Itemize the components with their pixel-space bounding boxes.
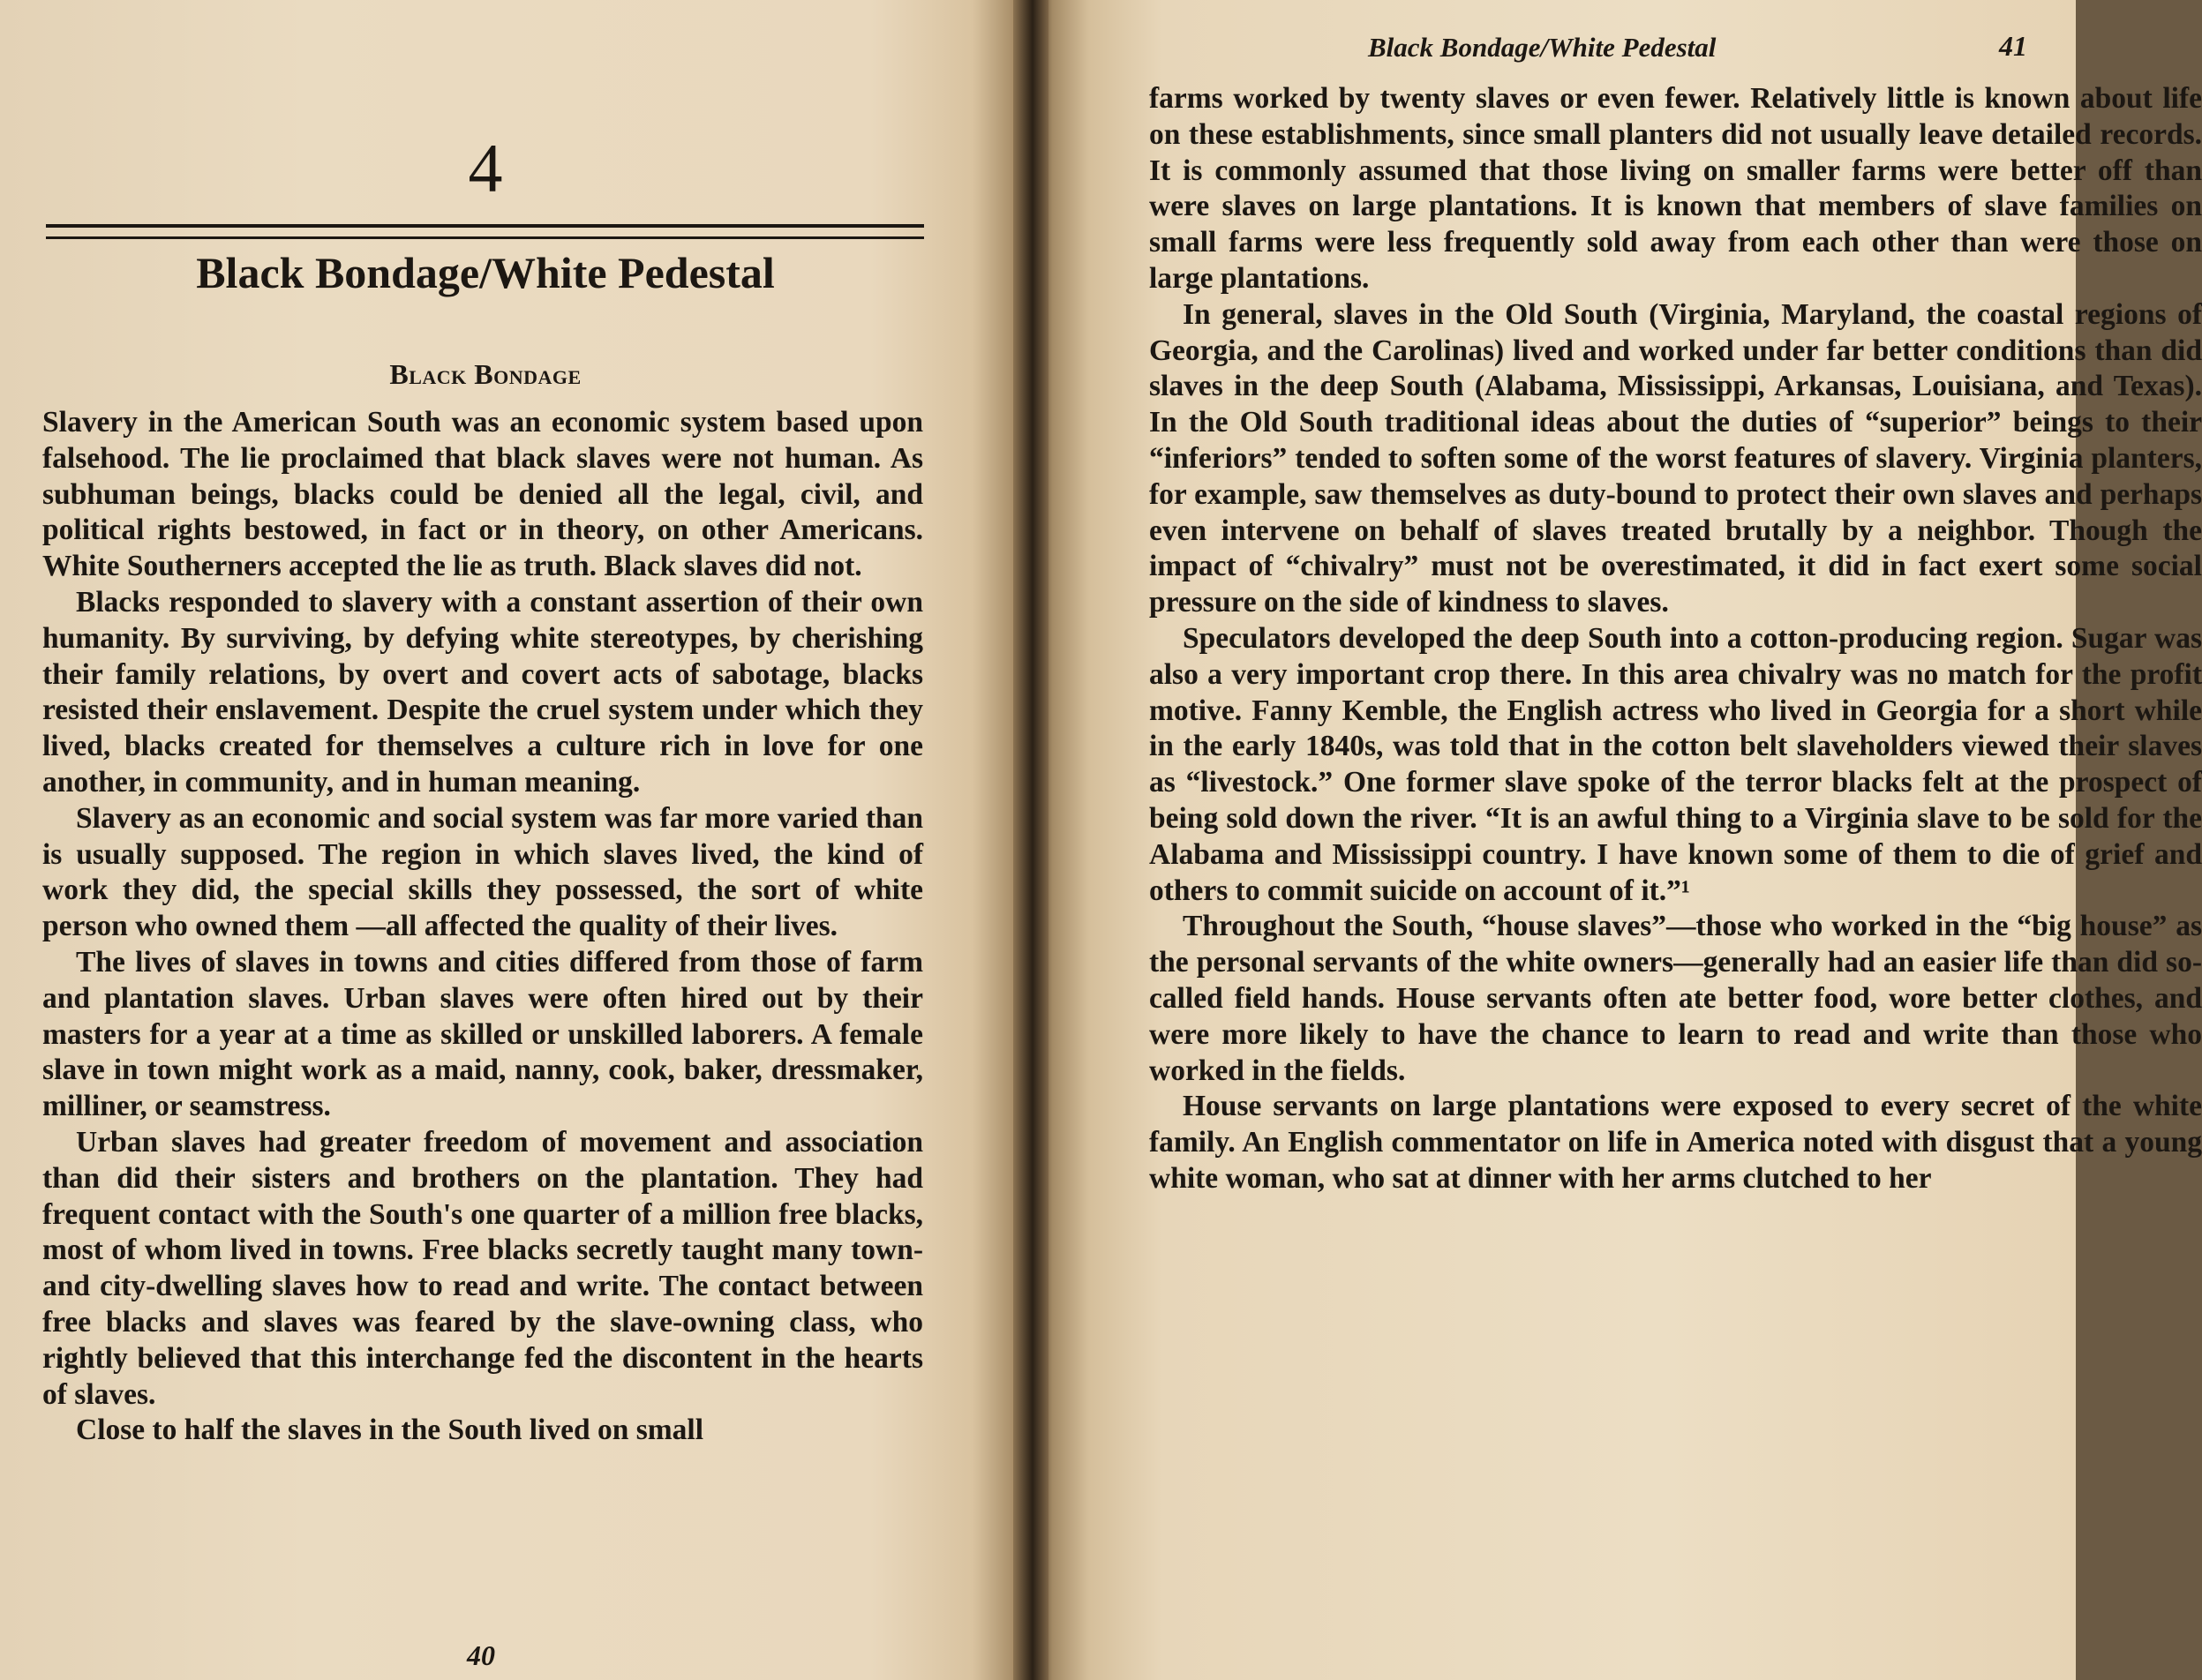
paragraph: Speculators developed the deep South into a cotton-producing region. Sugar was also a very important crop there. In this area chivalry was no match for the profit motive. Fanny Kemble, the English actress who lived in Georgia for a short while in the early 1840s, was told that in the cotton belt slaveholders viewed their slaves as “livestock.” One former slave spoke of the terror blacks felt at the prospect of being sold down the river. “It is an awful thing to a Virginia slave to be sold for the Alabama and Mississippi country. I have known some of them to die of grief and others to commit suicide on account of it.”¹ (1149, 621, 2202, 907)
running-head: Black Bondage/White Pedestal (1368, 32, 1717, 63)
right-page-body (1149, 81, 2202, 1197)
paragraph: Blacks responded to slavery with a constant assertion of their own humanity. By surviving, by defying white stereotypes, by cherishing their family relations, by overt and covert acts of sabotage, blacks resisted their enslavement. Despite the cruel system under which they lived, blacks created for themselves a culture rich in love for one another, in community, and in human meaning. (42, 585, 923, 799)
paragraph: Slavery in the American South was an economic system based upon falsehood. The lie proclaimed that black slaves were not human. As subhuman beings, blacks could be denied all the legal, civil, and political rights bestowed, in fact or in theory, on other Americans. White Southerners accepted the lie as truth. Black slaves did not. (42, 406, 923, 583)
page-number: 41 (1999, 30, 2027, 62)
chapter-number: 4 (468, 130, 503, 206)
paragraph: Throughout the South, “house slaves”—those who worked in the “big house” as the personal servants of the white owners—generally had an easier life than did so-called field hands. House servants often ate better food, wore better clothes, and were more likely to have the chance to learn to read and write than those who worked in the fields. (1149, 910, 2202, 1087)
right-page (1037, 0, 2202, 1680)
book-gutter (1013, 0, 1048, 1680)
left-page-body (42, 405, 923, 1449)
page-number: 40 (467, 1639, 495, 1671)
paragraph: Urban slaves had greater freedom of movement and association than did their sisters and brothers on the plantation. They had frequent contact with the South's one quarter of a million free blacks, most of whom lived in towns. Free blacks secretly taught many town- and city-dwelling slaves how to read and write. The contact between free blacks and slaves was feared by the slave-owning class, who rightly believed that this interchange fed the discontent in the hearts of slaves. (42, 1125, 923, 1411)
chapter-rule (46, 224, 924, 239)
paragraph: Slavery as an economic and social system was far more varied than is usually supposed. The region in which slaves lived, the kind of work they did, the special skills they possessed, the sort of white person who owned them —all affected the quality of their lives. (42, 801, 923, 943)
section-heading: Black Bondage (389, 358, 582, 390)
paragraph: The lives of slaves in towns and cities differed from those of farm and plantation slaves. Urban slaves were often hired out by their masters for a year at a time as skilled or unskilled laborers. A female slave in town might work as a maid, nanny, cook, baker, dressmaker, milliner, or seamstress. (42, 945, 923, 1123)
paragraph: In general, slaves in the Old South (Virginia, Maryland, the coastal regions of Georgia, and the Carolinas) lived and worked under far better conditions than did slaves in the deep South (Alabama, Mississippi, Arkansas, Louisiana, and Texas). In the Old South traditional ideas about the duties of “superior” beings to their “inferiors” tended to soften some of the worst features of slavery. Virginia planters, for example, saw themselves as duty-bound to protect their own slaves and perhaps even intervene on behalf of slaves treated brutally by a neighbor. Though the impact of “chivalry” must not be overestimated, it did in fact exert some social pressure on the side of kindness to slaves. (1149, 297, 2202, 619)
left-page (0, 0, 1024, 1680)
paragraph: Close to half the slaves in the South lived on small (76, 1414, 704, 1447)
chapter-title: Black Bondage/White Pedestal (196, 248, 775, 297)
paragraph: farms worked by twenty slaves or even fewer. Relatively little is known about life on these establishments, since small planters did not usually leave detailed records. It is commonly assumed that those living on smaller farms were better off than were slaves on large plantations. It is known that members of slave families on small farms were less frequently sold away from each other than were those on large plantations. (1149, 82, 2202, 295)
paragraph: House servants on large plantations were exposed to every secret of the white family. An English commentator on life in America noted with disgust that a young white woman, who sat at dinner with her arms clutched to her (1149, 1090, 2202, 1195)
